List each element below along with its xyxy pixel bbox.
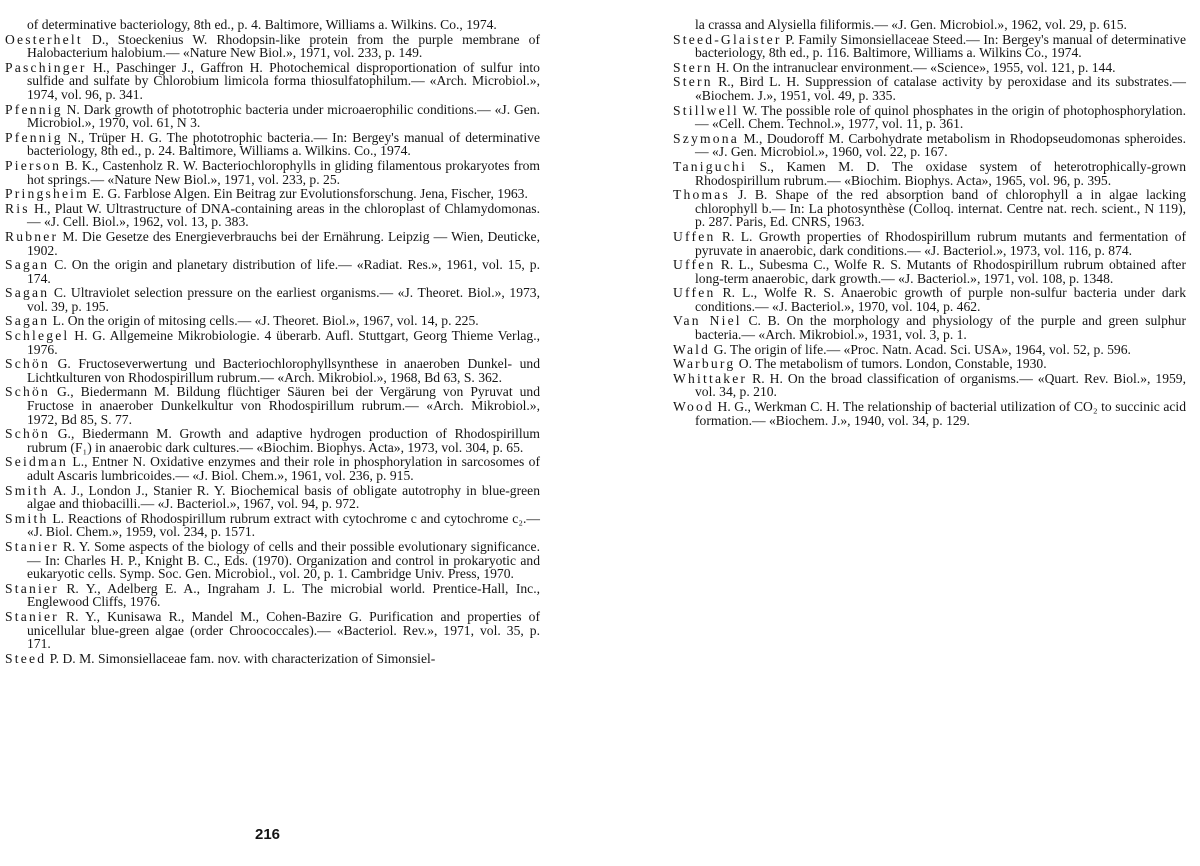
reference-author: Taniguchi [673,159,747,174]
reference-entry [673,286,1186,313]
reference-entry [5,33,540,60]
reference-author: Van Niel [673,313,742,328]
reference-author: Schön [5,426,50,441]
reference-text: E. G. Farblose Algen. Ein Beitrag zur Evolutionsforschung. Jena, Fischer, 1963. [92,186,528,201]
reference-author: Stanier [5,581,59,596]
reference-entry [673,400,1186,427]
reference-author: Wood [673,399,714,414]
reference-author: Rubner [5,229,58,244]
reference-entry [5,187,540,201]
reference-entry [5,258,540,285]
reference-entry [5,484,540,511]
reference-text: L. Reactions of Rhodospirillum rubrum extract with cytochrome c and cytochrome c₂.— «J. Biol. Chem.», 1959, vol. 234, p. 1571. [27,511,540,540]
reference-author: Pfennig [5,102,63,117]
reference-entry [5,455,540,482]
reference-author: Uffen [673,229,715,244]
reference-entry [5,131,540,158]
reference-entry [673,372,1186,399]
reference-text: G., Biedermann M. Bildung flüchtiger Säuren bei der Vergärung von Pyruvat und Fructose in anaerober Dunkelkultur von Rhodospirillum rubrum.— «Arch. Mikrobiol.», 1972, Bd 85, S. 77. [27,384,540,426]
reference-text: W. The possible role of quinol phosphates in the origin of photophosphorylation.— «Cell. Chem. Technol.», 1977, vol. 11, p. 361. [695,103,1186,132]
reference-author: Stern [673,74,713,89]
reference-text: N., Trüper H. G. The phototrophic bacteria.— In: Bergey's manual of determinative bacteriology, 8th ed., p. 24. Baltimore, Williams a. Wilkins. Co., 1974. [27,130,540,159]
reference-entry [5,18,540,32]
reference-text: of determinative bacteriology, 8th ed., p. 4. Baltimore, Williams a. Wilkins. Co., 1974. [27,17,497,32]
reference-author: Stillwell [673,103,739,118]
reference-text: H. G. Allgemeine Mikrobiologie. 4 überarb. Aufl. Stuttgart, Georg Thieme Verlag., 1976. [27,328,540,357]
reference-author: Steed-Glaister [673,32,782,47]
reference-text: C. Ultraviolet selection pressure on the earliest organisms.— «J. Theoret. Biol.», 1973, vol. 39, p. 195. [27,285,540,314]
reference-text: C. On the origin and planetary distribution of life.— «Radiat. Res.», 1961, vol. 15, p. 174. [27,257,540,286]
reference-entry [5,427,540,454]
reference-author: Szymona [673,131,739,146]
reference-text: R. H. On the broad classification of organisms.— «Quart. Rev. Biol.», 1959, vol. 34, p. 210. [695,371,1186,400]
reference-entry [5,357,540,384]
reference-text: O. The metabolism of tumors. London, Constable, 1930. [739,356,1047,371]
reference-entry [5,652,540,666]
reference-author: Sagan [5,257,49,272]
reference-text: R. Y., Adelberg E. A., Ingraham J. L. The microbial world. Prentice-Hall, Inc., Englewood Cliffs, 1976. [27,581,540,610]
reference-text: R. Y., Kunisawa R., Mandel M., Cohen-Bazire G. Purification and properties of unicellular blue-green algae (order Chroococcales).— «Bacteriol. Rev.», 1971, vol. 35, p. 171. [27,609,540,651]
reference-text: A. J., London J., Stanier R. Y. Biochemical basis of obligate autotrophy in blue-green algae and thiobacilli.— «J. Bacteriol.», 1967, vol. 94, p. 972. [27,483,540,512]
reference-entry [5,286,540,313]
reference-entry [5,314,540,328]
reference-author: Paschinger [5,60,87,75]
reference-text: G. The origin of life.— «Proc. Natn. Acad. Sci. USA», 1964, vol. 52, p. 596. [714,342,1131,357]
reference-author: Steed [5,651,46,666]
reference-author: Schlegel [5,328,69,343]
reference-entry [673,357,1186,371]
reference-author: Sagan [5,285,49,300]
reference-text: H., Plaut W. Ultrastructure of DNA-containing areas in the chloroplast of Chlamydomonas.— «J. Cell. Biol.», 1962, vol. 13, p. 383. [27,201,540,230]
reference-text: R., Bird L. H. Suppression of catalase activity by peroxidase and its substrates.— «Biochem. J.», 1951, vol. 49, p. 335. [695,74,1186,103]
reference-author: Sagan [5,313,49,328]
reference-entry [673,75,1186,102]
reference-text: G., Biedermann M. Growth and adaptive hydrogen production of Rhodospirillum rubrum (F₁) in anaerobic dark cultures.— «Biochim. Biophys. Acta», 1973, vol. 304, p. 65. [27,426,540,455]
reference-text: M., Doudoroff M. Carbohydrate metabolism in Rhodopseudomonas spheroides.— «J. Gen. Microbiol.», 1960, vol. 22, p. 167. [695,131,1186,160]
reference-text: H. G., Werkman C. H. The relationship of bacterial utilization of CO₂ to succinic acid formation.— «Biochem. J.», 1940, vol. 34, p. 129. [695,399,1186,428]
reference-text: L. On the origin of mitosing cells.— «J. Theoret. Biol.», 1967, vol. 14, p. 225. [53,313,479,328]
page-number: 216 [255,826,280,843]
reference-text: H., Paschinger J., Gaffron H. Photochemical disproportionation of sulfur into sulfide and sulfate by Chlorobium limicola forma thiosulfatophilum.— «Arch. Microbiol.», 1974, vol. 96, p. 341. [27,60,540,102]
reference-author: Schön [5,356,50,371]
reference-author: Stanier [5,539,59,554]
reference-author: Stern [673,60,713,75]
reference-author: Warburg [673,356,735,371]
reference-text: R. L. Growth properties of Rhodospirillum rubrum mutants and fermentation of pyruvate in anaerobic, dark conditions.— «J. Bacteriol.», 1973, vol. 116, p. 874. [695,229,1186,258]
reference-entry [5,230,540,257]
reference-entry [5,610,540,651]
left-column [5,18,540,666]
reference-text: D., Stoeckenius W. Rhodopsin-like protein from the purple membrane of Halobacterium halobium.— «Nature New Biol.», 1971, vol. 233, p. 149. [27,32,540,61]
reference-author: Pfennig [5,130,63,145]
reference-text: P. Family Simonsiellaceae Steed.— In: Bergey's manual of determinative bacteriology, 8th ed., p. 116. Baltimore, Williams a. Wilkins Co., 1974. [695,32,1186,61]
reference-entry [673,343,1186,357]
reference-text: R. L., Subesma C., Wolfe R. S. Mutants of Rhodospirillum rubrum obtained after long-term anaerobic, dark growth.— «J. Bacteriol.», 1971, vol. 108, p. 1348. [695,257,1186,286]
reference-entry [673,188,1186,229]
reference-text: G. Fructoseverwertung und Bacteriochlorophyllsynthese in anaeroben Dunkel- und Lichtkulturen von Rhodospirillum rubrum.— «Arch. Mikrobiol.», 1968, Bd 63, S. 362. [27,356,540,385]
reference-text: C. B. On the morphology and physiology of the purple and green sulphur bacteria.— «Arch. Mikrobiol.», 1931, vol. 3, p. 1. [695,313,1186,342]
reference-entry [673,132,1186,159]
reference-text: M. Die Gesetze des Energieverbrauchs bei der Ernährung. Leipzig — Wien, Deuticke, 1902. [27,229,540,258]
reference-entry [5,329,540,356]
reference-text: la crassa and Alysiella filiformis.— «J. Gen. Microbiol.», 1962, vol. 29, p. 615. [695,17,1127,32]
reference-author: Pringsheim [5,186,89,201]
reference-text: B. K., Castenholz R. W. Bacteriochlorophylls in gliding filamentous prokaryotes from hot springs.— «Nature New Biol.», 1971, vol. 233, p. 25. [27,158,540,187]
reference-entry [5,103,540,130]
reference-entry [5,540,540,581]
reference-entry [5,61,540,102]
reference-entry [673,258,1186,285]
reference-author: Smith [5,511,48,526]
reference-author: Pierson [5,158,61,173]
reference-author: Whittaker [673,371,747,386]
reference-text: N. Dark growth of phototrophic bacteria under microaerophilic conditions.— «J. Gen. Microbiol.», 1970, vol. 61, N 3. [27,102,540,131]
reference-author: Schön [5,384,50,399]
reference-author: Smith [5,483,48,498]
reference-text: H. On the intranuclear environment.— «Science», 1955, vol. 121, p. 144. [716,60,1115,75]
reference-author: Wald [673,342,710,357]
reference-text: L., Entner N. Oxidative enzymes and their role in phosphorylation in sarcosomes of adult Ascaris lumbricoides.— «J. Biol. Chem.», 1961, vol. 236, p. 915. [27,454,540,483]
reference-author: Oesterhelt [5,32,83,47]
reference-entry [673,230,1186,257]
reference-text: P. D. M. Simonsiellaceae fam. nov. with characterization of Simonsiel- [50,651,436,666]
reference-entry [5,582,540,609]
right-column [673,18,1186,428]
reference-author: Uffen [673,285,715,300]
reference-entry [673,61,1186,75]
reference-author: Seidman [5,454,68,469]
reference-author: Thomas [673,187,730,202]
reference-text: R. L., Wolfe R. S. Anaerobic growth of purple non-sulfur bacteria under dark conditions.— «J. Bacteriol.», 1970, vol. 104, p. 462. [695,285,1186,314]
reference-text: R. Y. Some aspects of the biology of cells and their possible evolutionary significance.— In: Charles H. P., Knight B. C., Eds. (1970). Organization and control in prokaryotic and eukaryotic cells. Symp. Soc. Gen. Microbiol., vol. 20, p. 1. Cambridge Univ. Press, 1970. [27,539,540,581]
reference-author: Stanier [5,609,59,624]
reference-text: J. B. Shape of the red absorption band of chlorophyll a in algae lacking chlorophyll b.— In: La photosynthèse (Colloq. internat. Centre nat. rech. scient., N 119), p. 287. Paris, Ed. CNRS, 1963. [695,187,1186,229]
reference-entry [673,104,1186,131]
reference-entry [673,314,1186,341]
reference-entry [673,33,1186,60]
reference-entry [5,385,540,426]
reference-text: S., Kamen M. D. The oxidase system of heterotrophically-grown Rhodospirillum rubrum.— «Biochim. Biophys. Acta», 1965, vol. 96, p. 395. [695,159,1186,188]
reference-entry [5,202,540,229]
reference-entry [673,18,1186,32]
reference-author: Ris [5,201,30,216]
reference-entry [5,512,540,539]
reference-entry [5,159,540,186]
reference-entry [673,160,1186,187]
reference-author: Uffen [673,257,715,272]
